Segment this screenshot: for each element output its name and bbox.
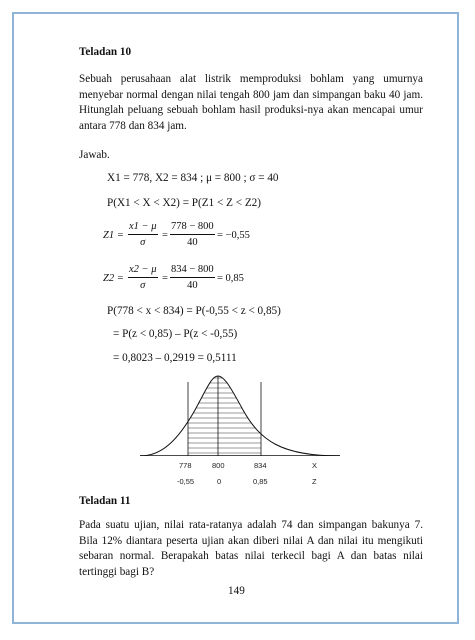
- z1-fraction-symbolic: [128, 221, 158, 249]
- step-3: = 0,8023 – 0,2919 = 0,5111: [113, 352, 237, 364]
- step-1: P(778 < x < 834) = P(-0,55 < z < 0,85): [107, 305, 281, 317]
- z2-equals: =: [162, 273, 168, 284]
- z-axis-name: Z: [312, 477, 317, 486]
- probability-statement: P(X1 < X < X2) = P(Z1 < Z < Z2): [107, 197, 261, 209]
- z2-fraction-symbolic: [128, 264, 158, 292]
- x-axis-name: X: [312, 461, 318, 470]
- z-label-neg: -0,55: [177, 477, 195, 486]
- z1-result: = −0,55: [217, 230, 250, 241]
- z2-lhs: Z2 =: [103, 273, 124, 284]
- z1-numerator: x1 − μ: [128, 221, 158, 235]
- z-label-pos: 0,85: [253, 477, 268, 486]
- x-label-778: 778: [179, 461, 192, 470]
- step-2: = P(z < 0,85) – P(z < -0,55): [113, 328, 238, 340]
- z1-numeric-denominator: 40: [187, 237, 198, 248]
- example-11-heading: Teladan 11: [79, 495, 131, 507]
- z-label-zero: 0: [217, 477, 222, 486]
- example-10-problem: Sebuah perusahaan alat listrik memproduksi bohlam yang umurnya menyebar normal dengan nilai tengah 800 jam dan simpangan baku 40 jam. Hitunglah peluang sebuah bohlam hasil produksi-nya akan mencapai umur antara 778 dan 834 jam.: [79, 73, 423, 132]
- normal-curve-figure: [140, 370, 340, 456]
- x-label-800: 800: [212, 461, 225, 470]
- x-label-834: 834: [254, 461, 267, 470]
- example-10-heading: Teladan 10: [79, 46, 132, 58]
- z2-result: = 0,85: [217, 273, 244, 284]
- shaded-region: [188, 370, 261, 456]
- z2-numeric-numerator: 834 − 800: [170, 264, 215, 278]
- answer-label: Jawab.: [79, 149, 110, 161]
- z2-numeric-denominator: 40: [187, 280, 198, 291]
- z1-lhs: Z1 =: [103, 230, 124, 241]
- z2-numerator: x2 − μ: [128, 264, 158, 278]
- z2-denominator: σ: [140, 280, 146, 291]
- z2-fraction-numeric: [170, 264, 215, 292]
- z1-equals: =: [162, 230, 168, 241]
- example-11-problem: Pada suatu ujian, nilai rata-ratanya adalah 74 dan simpangan bakunya 7. Bila 12% diantara peserta ujian akan diberi nilai A dan nilai itu mengikuti sebaran normal. Berapakah batas nilai terkecil bagi A dan batas nilai tertinggi bagi B?: [79, 519, 423, 578]
- z1-denominator: σ: [140, 237, 146, 248]
- z1-numeric-numerator: 778 − 800: [170, 221, 215, 235]
- z1-fraction-numeric: [170, 221, 215, 249]
- page-number: 149: [228, 585, 245, 597]
- given-values: X1 = 778, X2 = 834 ; μ = 800 ; σ = 40: [107, 172, 279, 184]
